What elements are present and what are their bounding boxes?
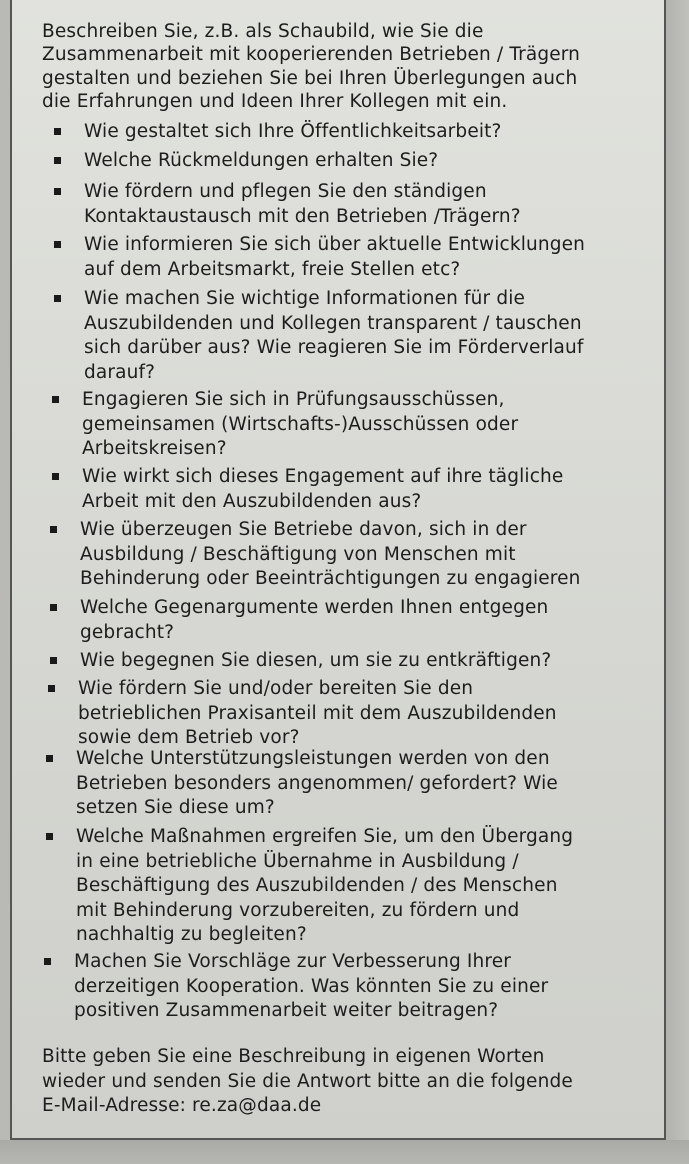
document-sheet: [10, 0, 666, 1140]
question-text: Machen Sie Vorschläge zur Verbesserung Ihrer derzeitigen Kooperation. Was könnten Sie zu einer positiven Zusammenarbeit weiter beitragen?: [74, 951, 549, 1021]
question-text: Wie überzeugen Sie Betriebe davon, sich in der Ausbildung / Beschäftigung von Menschen mit Behinderung oder Beeinträchtigungen zu engagieren: [80, 519, 581, 589]
question-text: Wie fördern und pflegen Sie den ständigen Kontaktaustausch mit den Betrieben /Trägern?: [84, 181, 521, 227]
bullet-icon: [54, 157, 61, 164]
bullet-icon: [52, 396, 59, 403]
question-text: Wie fördern Sie und/oder bereiten Sie den betrieblichen Praxisanteil mit dem Auszubildenden sowie dem Betrieb vor?: [78, 678, 557, 748]
question-text: Welche Maßnahmen ergreifen Sie, um den Übergang in eine betriebliche Übernahme in Ausbildung / Beschäftigung des Auszubildenden / des Menschen mit Behinderung vorzubereiten, zu fördern und nachhaltig zu begleiten?: [76, 826, 574, 945]
bullet-icon: [44, 958, 51, 965]
bullet-icon: [50, 526, 57, 533]
bullet-icon: [48, 685, 55, 692]
question-text: Welche Rückmeldungen erhalten Sie?: [84, 150, 439, 171]
question-text: Wie machen Sie wichtige Informationen für die Auszubildenden und Kollegen transparent / tauschen sich darüber aus? Wie reagieren Sie im Förderverlauf darauf?: [84, 288, 584, 383]
question-text: Wie gestaltet sich Ihre Öffentlichkeitsarbeit?: [84, 121, 502, 142]
bullet-icon: [54, 295, 61, 302]
question-text: Welche Gegenargumente werden Ihnen entgegen gebracht?: [80, 597, 549, 643]
question-text: Wie informieren Sie sich über aktuelle Entwicklungen auf dem Arbeitsmarkt, freie Stellen etc?: [84, 234, 586, 280]
bullet-icon: [46, 755, 53, 762]
question-text: Wie wirkt sich dieses Engagement auf ihre tägliche Arbeit mit den Auszubildenden aus?: [82, 466, 564, 512]
bullet-icon: [54, 188, 61, 195]
bullet-icon: [54, 241, 61, 248]
bullet-icon: [50, 604, 57, 611]
question-text: Engagieren Sie sich in Prüfungsausschüssen, gemeinsamen (Wirtschafts-)Ausschüssen oder Arbeitskreisen?: [82, 389, 519, 459]
question-list: [12, 0, 664, 1138]
intro-paragraph: Beschreiben Sie, z.B. als Schaubild, wie Sie die Zusammenarbeit mit kooperierenden Betrieben / Trägern gestalten und beziehen Sie bei Ihren Überlegungen auch die Erfahrungen und Ideen Ihrer Kollegen mit ein.: [42, 21, 581, 112]
bottom-shadow: [0, 1140, 689, 1164]
bullet-icon: [52, 473, 59, 480]
question-text: Welche Unterstützungsleistungen werden von den Betrieben besonders angenommen/ gefordert? Wie setzen Sie diese um?: [76, 748, 558, 818]
bullet-icon: [46, 833, 53, 840]
footer-instructions: Bitte geben Sie eine Beschreibung in eigenen Worten wieder und senden Sie die Antwort bitte an die folgende E-Mail-Adresse: re.za@daa.de: [42, 1046, 573, 1116]
bullet-icon: [50, 657, 57, 664]
question-text: Wie begegnen Sie diesen, um sie zu entkräftigen?: [80, 650, 552, 671]
bullet-icon: [54, 128, 61, 135]
